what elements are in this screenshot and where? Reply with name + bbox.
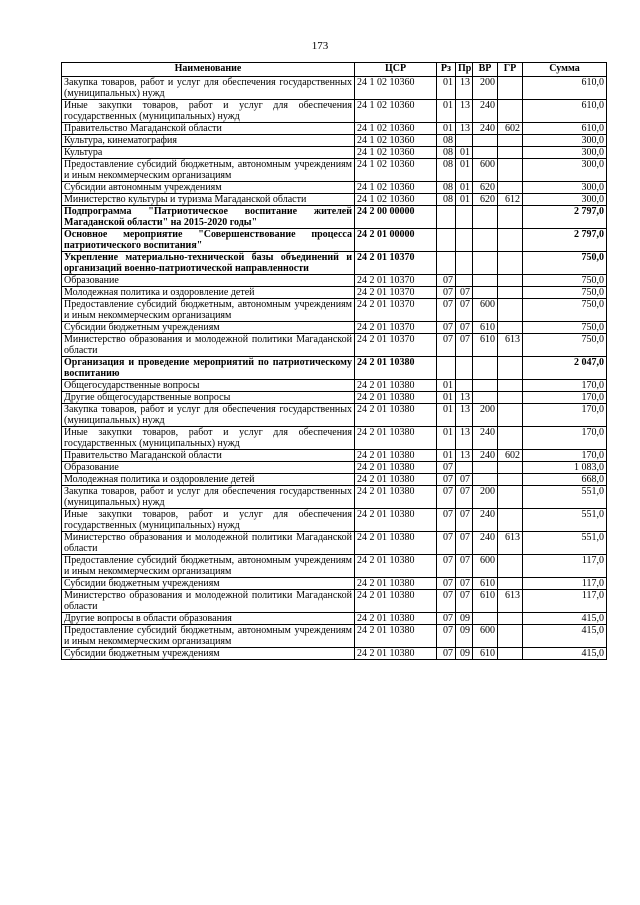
cell-rz: 07 [437, 613, 456, 625]
cell-pr: 13 [456, 427, 473, 450]
cell-sum: 2 047,0 [523, 357, 607, 380]
cell-vr [473, 392, 498, 404]
cell-sum: 1 083,0 [523, 462, 607, 474]
cell-rz: 07 [437, 462, 456, 474]
header-vr: ВР [473, 63, 498, 77]
cell-vr [473, 613, 498, 625]
cell-name: Субсидии бюджетным учреждениям [62, 578, 355, 590]
cell-csr: 24 2 01 10380 [355, 486, 437, 509]
cell-pr: 01 [456, 182, 473, 194]
cell-rz: 01 [437, 404, 456, 427]
cell-gr [498, 275, 523, 287]
cell-pr: 01 [456, 159, 473, 182]
cell-vr: 240 [473, 509, 498, 532]
cell-rz: 01 [437, 450, 456, 462]
cell-csr: 24 2 01 10380 [355, 613, 437, 625]
cell-name: Укрепление материально-технической базы объединений и организаций военно-патриотической направленности [62, 252, 355, 275]
cell-sum: 610,0 [523, 100, 607, 123]
cell-gr [498, 555, 523, 578]
cell-rz: 07 [437, 334, 456, 357]
table-row [62, 287, 607, 299]
cell-name: Субсидии бюджетным учреждениям [62, 648, 355, 660]
cell-csr: 24 1 02 10360 [355, 159, 437, 182]
cell-name: Министерство образования и молодежной политики Магаданской области [62, 334, 355, 357]
header-sum: Сумма [523, 63, 607, 77]
cell-name: Предоставление субсидий бюджетным, автономным учреждениям и иным некоммерческим организациям [62, 159, 355, 182]
cell-pr: 13 [456, 123, 473, 135]
table-row [62, 229, 607, 252]
cell-csr: 24 1 02 10360 [355, 135, 437, 147]
cell-pr: 09 [456, 648, 473, 660]
cell-pr [456, 229, 473, 252]
table-row [62, 590, 607, 613]
table-row [62, 648, 607, 660]
cell-pr: 09 [456, 625, 473, 648]
cell-gr [498, 462, 523, 474]
cell-vr: 610 [473, 590, 498, 613]
cell-sum: 415,0 [523, 648, 607, 660]
cell-vr: 600 [473, 625, 498, 648]
cell-vr: 600 [473, 555, 498, 578]
cell-pr: 13 [456, 404, 473, 427]
cell-pr [456, 357, 473, 380]
cell-vr: 200 [473, 77, 498, 100]
cell-pr: 07 [456, 532, 473, 555]
cell-name: Закупка товаров, работ и услуг для обеспечения государственных (муниципальных) нужд [62, 486, 355, 509]
cell-rz: 01 [437, 123, 456, 135]
cell-name: Молодежная политика и оздоровление детей [62, 474, 355, 486]
cell-sum: 170,0 [523, 392, 607, 404]
cell-pr: 09 [456, 613, 473, 625]
cell-vr: 620 [473, 182, 498, 194]
table-row [62, 486, 607, 509]
cell-csr: 24 2 01 10370 [355, 275, 437, 287]
cell-pr [456, 135, 473, 147]
cell-pr: 07 [456, 299, 473, 322]
cell-rz: 08 [437, 182, 456, 194]
cell-gr [498, 287, 523, 299]
cell-vr [473, 229, 498, 252]
cell-csr: 24 2 01 10380 [355, 625, 437, 648]
cell-sum: 750,0 [523, 334, 607, 357]
cell-rz: 08 [437, 147, 456, 159]
cell-vr [473, 357, 498, 380]
cell-pr: 01 [456, 194, 473, 206]
cell-sum: 551,0 [523, 486, 607, 509]
cell-sum: 170,0 [523, 427, 607, 450]
cell-rz: 07 [437, 532, 456, 555]
cell-name: Министерство образования и молодежной политики Магаданской области [62, 532, 355, 555]
cell-csr: 24 1 02 10360 [355, 147, 437, 159]
cell-csr: 24 2 01 10380 [355, 648, 437, 660]
cell-rz: 08 [437, 194, 456, 206]
cell-gr [498, 578, 523, 590]
cell-rz: 07 [437, 275, 456, 287]
cell-sum: 170,0 [523, 450, 607, 462]
cell-vr [473, 135, 498, 147]
cell-pr: 13 [456, 100, 473, 123]
cell-csr: 24 1 02 10360 [355, 123, 437, 135]
cell-rz: 07 [437, 555, 456, 578]
cell-gr [498, 427, 523, 450]
cell-sum: 610,0 [523, 77, 607, 100]
cell-pr: 07 [456, 486, 473, 509]
cell-sum: 117,0 [523, 578, 607, 590]
cell-gr [498, 357, 523, 380]
cell-name: Культура, кинематография [62, 135, 355, 147]
cell-sum: 170,0 [523, 404, 607, 427]
cell-vr: 600 [473, 159, 498, 182]
table-row [62, 100, 607, 123]
cell-csr: 24 2 01 10380 [355, 357, 437, 380]
cell-rz: 07 [437, 299, 456, 322]
cell-pr: 07 [456, 555, 473, 578]
cell-pr: 01 [456, 147, 473, 159]
cell-pr: 07 [456, 334, 473, 357]
cell-gr [498, 100, 523, 123]
cell-gr [498, 229, 523, 252]
cell-rz: 01 [437, 77, 456, 100]
table-row [62, 462, 607, 474]
table-row [62, 77, 607, 100]
cell-gr: 613 [498, 532, 523, 555]
cell-csr: 24 2 01 10380 [355, 427, 437, 450]
cell-gr: 613 [498, 590, 523, 613]
cell-rz: 07 [437, 486, 456, 509]
cell-vr: 610 [473, 578, 498, 590]
cell-rz: 08 [437, 135, 456, 147]
cell-rz: 07 [437, 474, 456, 486]
cell-gr: 612 [498, 194, 523, 206]
table-row [62, 474, 607, 486]
cell-name: Предоставление субсидий бюджетным, автономным учреждениям и иным некоммерческим организациям [62, 625, 355, 648]
cell-sum: 415,0 [523, 625, 607, 648]
cell-vr: 200 [473, 486, 498, 509]
cell-sum: 750,0 [523, 299, 607, 322]
cell-gr [498, 252, 523, 275]
cell-csr: 24 2 01 10370 [355, 322, 437, 334]
table-row [62, 206, 607, 229]
table-row [62, 380, 607, 392]
cell-gr [498, 322, 523, 334]
table-row [62, 123, 607, 135]
cell-name: Иные закупки товаров, работ и услуг для обеспечения государственных (муниципальных) нужд [62, 509, 355, 532]
cell-vr: 610 [473, 322, 498, 334]
cell-vr [473, 474, 498, 486]
cell-gr [498, 182, 523, 194]
cell-name: Закупка товаров, работ и услуг для обеспечения государственных (муниципальных) нужд [62, 77, 355, 100]
cell-pr [456, 275, 473, 287]
cell-rz [437, 206, 456, 229]
table-row [62, 159, 607, 182]
table-row [62, 299, 607, 322]
cell-csr: 24 2 01 10380 [355, 450, 437, 462]
header-pr: Пр [456, 63, 473, 77]
cell-gr [498, 206, 523, 229]
table-row [62, 613, 607, 625]
cell-csr: 24 1 02 10360 [355, 100, 437, 123]
cell-vr: 240 [473, 100, 498, 123]
cell-vr: 610 [473, 334, 498, 357]
table-row [62, 392, 607, 404]
cell-sum: 750,0 [523, 287, 607, 299]
cell-gr [498, 77, 523, 100]
cell-rz: 07 [437, 648, 456, 660]
cell-csr: 24 2 01 10370 [355, 334, 437, 357]
cell-sum: 750,0 [523, 322, 607, 334]
cell-pr: 13 [456, 450, 473, 462]
cell-name: Другие общегосударственные вопросы [62, 392, 355, 404]
cell-csr: 24 2 01 10380 [355, 392, 437, 404]
header-rz: Рз [437, 63, 456, 77]
cell-sum: 117,0 [523, 555, 607, 578]
cell-name: Министерство культуры и туризма Магаданской области [62, 194, 355, 206]
cell-pr [456, 206, 473, 229]
table-row [62, 147, 607, 159]
cell-vr [473, 462, 498, 474]
header-name: Наименование [62, 63, 355, 77]
cell-name: Подпрограмма "Патриотическое воспитание жителей Магаданской области" на 2015-2020 годы" [62, 206, 355, 229]
table-row [62, 509, 607, 532]
cell-name: Организация и проведение мероприятий по патриотическому воспитанию [62, 357, 355, 380]
cell-pr [456, 380, 473, 392]
cell-gr: 602 [498, 123, 523, 135]
cell-rz: 07 [437, 509, 456, 532]
table-row [62, 555, 607, 578]
table-row [62, 578, 607, 590]
cell-sum: 750,0 [523, 275, 607, 287]
cell-sum: 300,0 [523, 182, 607, 194]
cell-vr: 240 [473, 532, 498, 555]
table-row [62, 450, 607, 462]
cell-csr: 24 2 01 10380 [355, 590, 437, 613]
header-row [62, 63, 607, 77]
cell-csr: 24 2 01 10380 [355, 578, 437, 590]
cell-gr [498, 135, 523, 147]
cell-rz [437, 357, 456, 380]
cell-sum: 2 797,0 [523, 206, 607, 229]
cell-csr: 24 2 01 10370 [355, 287, 437, 299]
cell-pr [456, 252, 473, 275]
cell-pr: 07 [456, 578, 473, 590]
table-row [62, 625, 607, 648]
cell-sum: 668,0 [523, 474, 607, 486]
cell-gr [498, 509, 523, 532]
cell-vr: 240 [473, 450, 498, 462]
cell-pr: 13 [456, 392, 473, 404]
table-row [62, 427, 607, 450]
cell-name: Предоставление субсидий бюджетным, автономным учреждениям и иным некоммерческим организациям [62, 299, 355, 322]
cell-pr: 07 [456, 509, 473, 532]
cell-gr [498, 299, 523, 322]
cell-vr: 600 [473, 299, 498, 322]
cell-csr: 24 1 02 10360 [355, 182, 437, 194]
cell-gr: 602 [498, 450, 523, 462]
cell-vr [473, 275, 498, 287]
table-row [62, 194, 607, 206]
cell-csr: 24 2 01 10380 [355, 474, 437, 486]
cell-name: Министерство образования и молодежной политики Магаданской области [62, 590, 355, 613]
cell-name: Субсидии автономным учреждениям [62, 182, 355, 194]
table-row [62, 182, 607, 194]
table-row [62, 275, 607, 287]
cell-pr: 07 [456, 287, 473, 299]
cell-pr: 07 [456, 474, 473, 486]
cell-sum: 750,0 [523, 252, 607, 275]
cell-rz: 01 [437, 100, 456, 123]
page-number: 173 [311, 40, 329, 52]
budget-table [61, 62, 607, 660]
cell-rz [437, 252, 456, 275]
cell-name: Субсидии бюджетным учреждениям [62, 322, 355, 334]
cell-csr: 24 2 01 10370 [355, 299, 437, 322]
cell-gr [498, 392, 523, 404]
cell-vr [473, 287, 498, 299]
cell-gr [498, 404, 523, 427]
cell-csr: 24 2 01 10370 [355, 252, 437, 275]
cell-sum: 300,0 [523, 159, 607, 182]
cell-rz: 01 [437, 392, 456, 404]
cell-vr: 240 [473, 123, 498, 135]
cell-sum: 117,0 [523, 590, 607, 613]
cell-vr [473, 147, 498, 159]
cell-gr [498, 625, 523, 648]
table-row [62, 357, 607, 380]
cell-vr: 610 [473, 648, 498, 660]
cell-pr: 07 [456, 322, 473, 334]
cell-gr: 613 [498, 334, 523, 357]
cell-vr [473, 252, 498, 275]
cell-sum: 300,0 [523, 147, 607, 159]
cell-vr [473, 206, 498, 229]
header-csr: ЦСР [355, 63, 437, 77]
cell-name: Предоставление субсидий бюджетным, автономным учреждениям и иным некоммерческим организациям [62, 555, 355, 578]
table-row [62, 322, 607, 334]
cell-sum: 2 797,0 [523, 229, 607, 252]
cell-rz: 07 [437, 625, 456, 648]
cell-rz: 07 [437, 287, 456, 299]
cell-sum: 551,0 [523, 509, 607, 532]
cell-gr [498, 613, 523, 625]
cell-csr: 24 1 02 10360 [355, 77, 437, 100]
cell-csr: 24 2 01 10380 [355, 404, 437, 427]
cell-gr [498, 147, 523, 159]
table-row [62, 252, 607, 275]
cell-vr [473, 380, 498, 392]
cell-name: Общегосударственные вопросы [62, 380, 355, 392]
cell-pr [456, 462, 473, 474]
cell-csr: 24 2 01 10380 [355, 462, 437, 474]
cell-name: Правительство Магаданской области [62, 123, 355, 135]
cell-name: Другие вопросы в области образования [62, 613, 355, 625]
table-row [62, 404, 607, 427]
cell-name: Молодежная политика и оздоровление детей [62, 287, 355, 299]
table-row [62, 532, 607, 555]
table-row [62, 334, 607, 357]
cell-pr: 13 [456, 77, 473, 100]
cell-sum: 300,0 [523, 194, 607, 206]
cell-sum: 170,0 [523, 380, 607, 392]
cell-csr: 24 1 02 10360 [355, 194, 437, 206]
cell-csr: 24 2 01 10380 [355, 380, 437, 392]
cell-sum: 610,0 [523, 123, 607, 135]
cell-name: Иные закупки товаров, работ и услуг для обеспечения государственных (муниципальных) нужд [62, 427, 355, 450]
cell-vr: 240 [473, 427, 498, 450]
cell-gr [498, 648, 523, 660]
cell-csr: 24 2 01 10380 [355, 509, 437, 532]
cell-name: Закупка товаров, работ и услуг для обеспечения государственных (муниципальных) нужд [62, 404, 355, 427]
cell-rz [437, 229, 456, 252]
cell-gr [498, 380, 523, 392]
cell-pr: 07 [456, 590, 473, 613]
cell-name: Правительство Магаданской области [62, 450, 355, 462]
cell-csr: 24 2 00 00000 [355, 206, 437, 229]
cell-csr: 24 2 01 10380 [355, 555, 437, 578]
cell-rz: 01 [437, 427, 456, 450]
header-gr: ГР [498, 63, 523, 77]
cell-name: Образование [62, 462, 355, 474]
cell-name: Иные закупки товаров, работ и услуг для обеспечения государственных (муниципальных) нужд [62, 100, 355, 123]
cell-name: Основное мероприятие "Совершенствование процесса патриотического воспитания" [62, 229, 355, 252]
cell-rz: 07 [437, 578, 456, 590]
cell-sum: 300,0 [523, 135, 607, 147]
cell-gr [498, 486, 523, 509]
cell-gr [498, 159, 523, 182]
cell-name: Культура [62, 147, 355, 159]
cell-rz: 07 [437, 590, 456, 613]
cell-sum: 415,0 [523, 613, 607, 625]
cell-rz: 01 [437, 380, 456, 392]
cell-rz: 08 [437, 159, 456, 182]
cell-sum: 551,0 [523, 532, 607, 555]
table-row [62, 135, 607, 147]
cell-rz: 07 [437, 322, 456, 334]
cell-vr: 620 [473, 194, 498, 206]
cell-name: Образование [62, 275, 355, 287]
cell-csr: 24 2 01 00000 [355, 229, 437, 252]
cell-vr: 200 [473, 404, 498, 427]
cell-csr: 24 2 01 10380 [355, 532, 437, 555]
cell-gr [498, 474, 523, 486]
